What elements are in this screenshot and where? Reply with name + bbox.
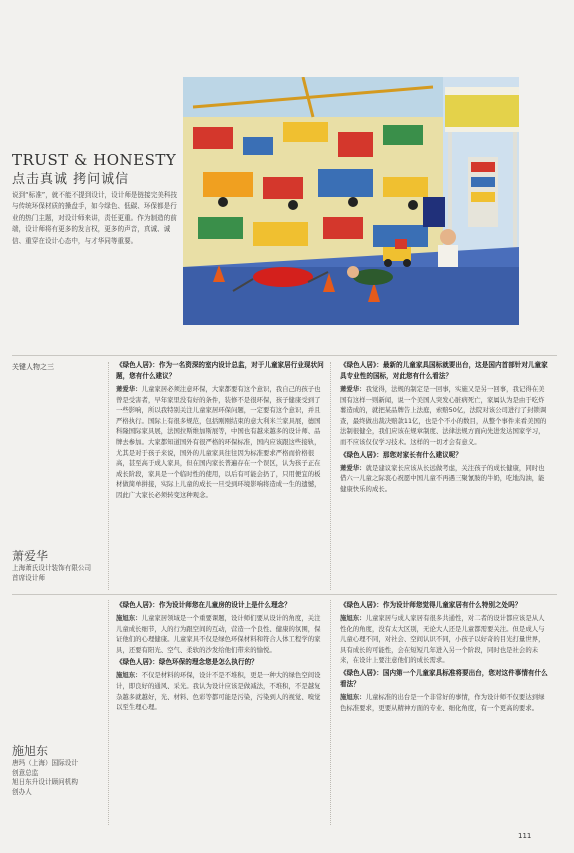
interview-question: 《绿色人居》：最新的儿童家具国标就要出台，这是国内首部针对儿童家具专业性的国标，对此您有什么看法？ [340,361,548,380]
person-card [12,742,107,797]
person-org-line: 旭日东升设计顾问机构 [12,778,78,787]
person-org-line: 唐玛（上海）国际设计 [12,759,78,767]
interview-answer [340,384,550,448]
interview-question: 《绿色人居》：作为设计师您在儿童房的设计上是什么理念？ [116,601,291,609]
interview-question: 《绿色人居》：作为设计师您觉得儿童家居有什么特别之处吗？ [340,601,522,609]
person-org-line: 创办人 [12,787,32,796]
person-name: 施旭东 [12,744,49,758]
interview-answer [340,463,550,495]
interview-answer [340,692,550,713]
intro-text: 说到“标准”，就不能不提到设计，设计师是链接完美科技与传统环保材质的操盘手，如今绿色、低碳、环保都是行业的热门主题，对设计师来讲，责任更重。作为制造的前端，设计师将有更多的发言权，更多的声音，真诚、诚信、重穿在设计心态中，与才华同等重要。 [12,191,178,245]
speaker-name: 萧爱华： [340,463,366,472]
headline-chinese: 点击真诚 拷问诚信 [12,172,130,187]
page-number: 111 [518,832,532,840]
answer-text: 儿童标准的出台是一个非常好的事情，作为设计师不仅要达到绿色标准要求，更要从精神方面的专业、细化角度，有一个更高的要求。 [340,692,545,712]
interview-1-left [116,360,324,503]
interview-2-left [116,600,324,715]
interview-answer [116,384,324,501]
speaker-name: 施旭东： [340,692,366,701]
column-divider [330,600,331,825]
section-divider-middle [12,594,557,595]
person-name: 萧爱华 [12,549,49,563]
answer-text: 儿童家居必须注意环保，大家都要有这个意识，我自己的孩子也曾是受害者，早年家里没有好的条件，装修不是很环保，孩子健康受到了一些影响，所以我特别关注儿童家居环保问题，一定要有这个意识，并且严格执行。国际上有很多规范，包括刚刚结束的意大利米兰家具展，德国科隆国际家具展，法国拉斯维加斯展等，中国也有越来越多的设计师、品牌去参加。大家都知道国外有很严格的环保标准，国内应该跟这些接轨，尤其是对于孩子来说，国外的儿童家具往往因为标准要求严格而价格很高，甚至高于成人家具，但在国内家长普遍存在一个误区，认为孩子正在成长阶段，家具是一个临时性的使用，以后有可能会扔了，只用便宜的板材做简单拼接，实际上儿童的成长一旦受到环境影响将造成一生的遗憾，因此广大家长必须转变这种观念。 [116,385,321,499]
person-org-line: 创意总监 [12,768,39,777]
interview-2-right [340,600,550,715]
interview-question: 《绿色人居》：绿色环保的理念您是怎么执行的？ [116,658,258,667]
answer-text: 儿童家居与成人家居有很多共通性，对二者的设计都应该是从人性化的角度，没有太大区别，无论大人还是儿童都需要关注。但是成人与儿童心理不同，对社会、空间认识不同，小孩子以好奇的目光打量世界，具有成长的可能性，会在短短几年进入另一个阶段，同时也是社会的未来，在设计上要注意他们的成长需求。 [340,614,545,665]
speaker-name: 施旭东： [116,671,142,680]
section-label: 关键人物之三 [12,363,54,371]
person-org-line: 上海萧氏设计装饰有限公司 [12,564,92,572]
answer-text: 就是建议家长应该从长远做考虑，关注孩子的成长健康，同时也借六一儿童之际衷心祝愿中国儿童不再遇三聚氰胺的牛奶，吃地沟油，能健康快乐的成长。 [340,463,545,493]
speaker-name: 施旭东： [340,614,366,622]
interview-question: 《绿色人居》：作为一名资深的室内设计总监，对于儿童家居行业现状问题，您有什么建议？ [116,361,324,380]
headline-english: TRUST & HONESTY [12,151,177,169]
speaker-name: 萧爱华： [340,385,366,393]
intro-paragraph [12,190,180,247]
answer-text: 我觉得，法规的制定是一回事，实施又是另一回事，我记得在美国有这样一则新闻，说一个美国人突发心脏病死亡，家属认为是由于吃炸薯造成的，就把某品牌告上法庭，索赔50亿，法院对该公司进行了封锁调查，最终做出裁决赔款11亿，也是个不小的数目，从整个事件来看美国的法制很健全，我们应该在规章制度、法律法规方面向先进发达国家学习，而不应该仅仅学习技术。这样的一切才会有意义。 [340,385,547,446]
section-divider-top [12,355,557,356]
interview-answer [116,613,324,655]
person-org-line: 首席设计师 [12,573,45,582]
answer-text: 儿童家居领域是一个重要课题，设计师们要从设计的角度，关注儿童成长细节，人的行为跟空间的互动，营造一个良性、健康的氛围，保证他们的心理健康。儿童家具不仅是绿色环保材料和符合人体工程学的家具，还要有阳光、空气、柔软的沙发给他们带来的愉悦。 [116,614,321,654]
kids-room-illustration [183,77,519,325]
interview-question: 《绿色人居》：国内第一个儿童家具标准将要出台，您对这件事情有什么看法？ [340,668,548,688]
column-divider [108,362,109,590]
speaker-name: 施旭东： [116,614,142,622]
column-divider [330,362,331,590]
person-card [12,547,107,583]
speaker-name: 萧爱华： [116,385,142,393]
answer-text: 不仅是材料的环保，设计不是不堆积，更是一种大的绿色空间设计，即良好的通风、采光。我认为设计应该是做减法，不堆积，不是越复杂越多就越好，光、材料、色彩等都可能是污染，污染到人的视觉、嗅觉以至生理心理。 [116,671,321,712]
kids-room-photo [183,77,519,325]
interview-answer [116,670,324,712]
interview-answer [340,613,550,666]
column-divider [108,600,109,825]
interview-1-right [340,360,550,496]
interview-question: 《绿色人居》：那您对家长有什么建议呢？ [340,450,462,459]
